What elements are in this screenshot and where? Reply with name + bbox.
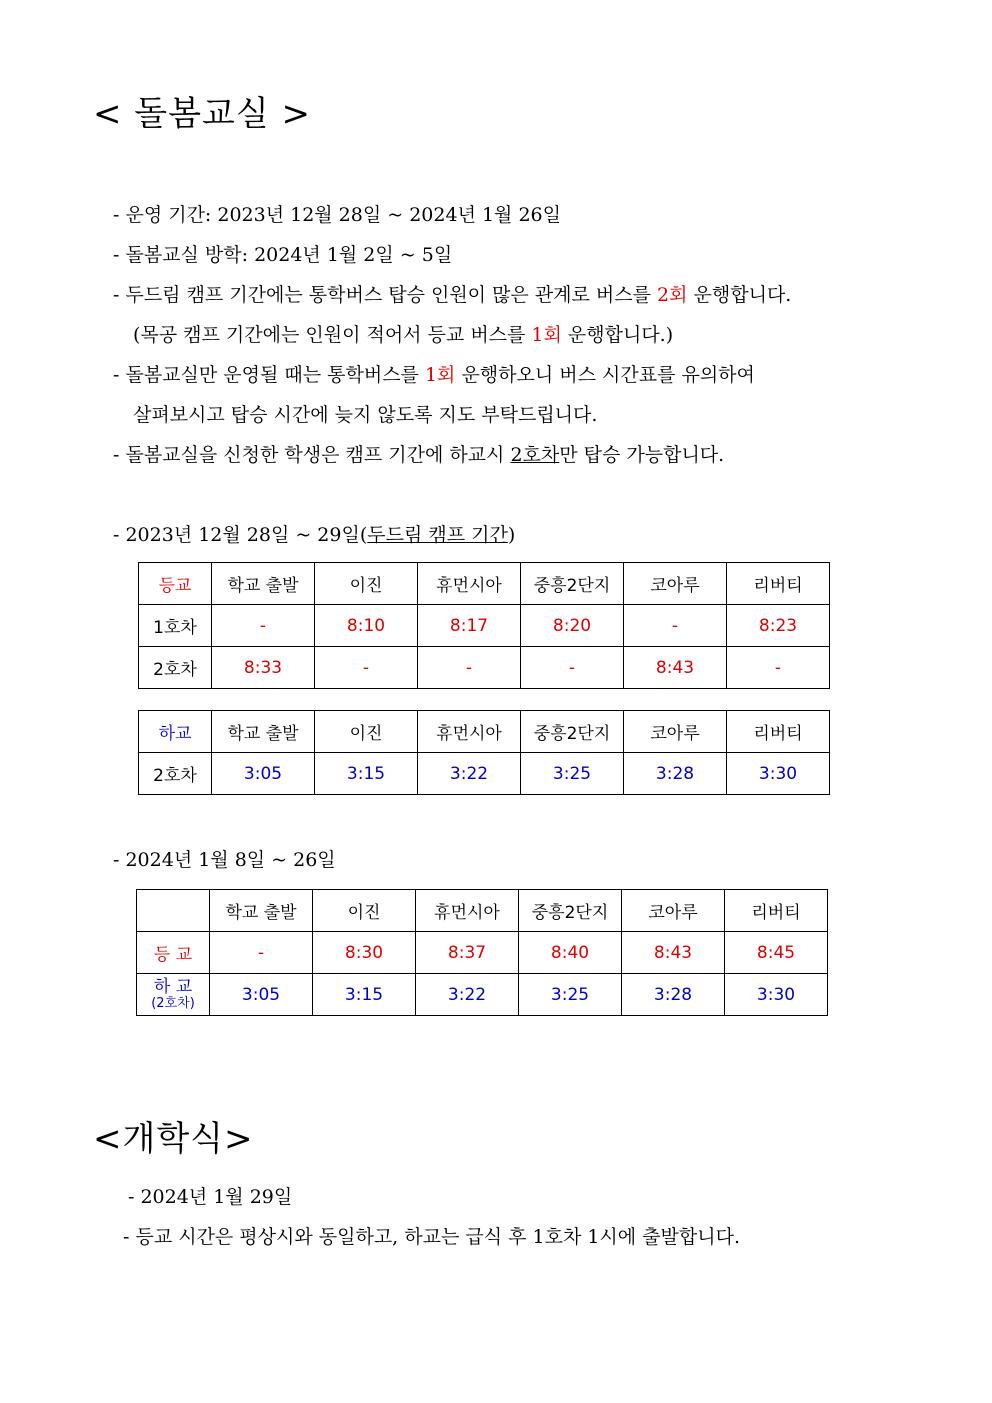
table-row bbox=[137, 974, 828, 1016]
stop-header: 리버티 bbox=[727, 711, 830, 753]
stop-header: 코아루 bbox=[622, 890, 725, 932]
time-cell: 8:45 bbox=[725, 932, 828, 974]
time-cell: - bbox=[521, 647, 624, 689]
section-title-opening: <개학식> bbox=[93, 1119, 254, 1159]
section-title-dolbom: < 돌봄교실 > bbox=[93, 94, 311, 134]
time-cell: 8:17 bbox=[418, 605, 521, 647]
time-cell: - bbox=[418, 647, 521, 689]
schedule-table-january bbox=[136, 889, 828, 1016]
period-heading-january: - 2024년 1월 8일 ~ 26일 bbox=[113, 849, 336, 871]
stop-header: 휴먼시아 bbox=[418, 563, 521, 605]
row-label-arrival: 등 교 bbox=[137, 932, 210, 974]
time-cell: 8:23 bbox=[727, 605, 830, 647]
empty-corner-cell bbox=[137, 890, 210, 932]
stop-header: 이진 bbox=[313, 890, 416, 932]
table-row bbox=[139, 605, 830, 647]
time-cell: 3:15 bbox=[315, 753, 418, 795]
table-header-row bbox=[139, 711, 830, 753]
table-row bbox=[137, 932, 828, 974]
info-line-bus-twice: - 두드림 캠프 기간에는 통학버스 탑승 인원이 많은 관계로 버스를 2회 운행합니다. bbox=[113, 284, 792, 306]
stop-header: 학교 출발 bbox=[212, 711, 315, 753]
info-line-operation-period: - 운영 기간: 2023년 12월 28일 ~ 2024년 1월 26일 bbox=[113, 204, 561, 226]
time-cell: 8:40 bbox=[519, 932, 622, 974]
time-cell: 8:33 bbox=[212, 647, 315, 689]
period-heading-camp: - 2023년 12월 28일 ~ 29일(두드림 캠프 기간) bbox=[113, 524, 516, 546]
time-cell: 3:05 bbox=[212, 753, 315, 795]
stop-header: 중흥2단지 bbox=[521, 563, 624, 605]
stop-header: 중흥2단지 bbox=[521, 711, 624, 753]
opening-date: - 2024년 1월 29일 bbox=[128, 1186, 293, 1208]
header-dismissal: 하교 bbox=[139, 711, 212, 753]
info-line-woodwork-camp: (목공 캠프 기간에는 인원이 적어서 등교 버스를 1회 운행합니다.) bbox=[133, 324, 674, 346]
time-cell: 3:25 bbox=[521, 753, 624, 795]
bus-label: 2호차 bbox=[139, 753, 212, 795]
table-row bbox=[139, 753, 830, 795]
time-cell: 8:43 bbox=[624, 647, 727, 689]
bus-label: 1호차 bbox=[139, 605, 212, 647]
time-cell: - bbox=[727, 647, 830, 689]
time-cell: 8:10 bbox=[315, 605, 418, 647]
time-cell: - bbox=[210, 932, 313, 974]
info-line-guidance: 살펴보시고 탑승 시간에 늦지 않도록 지도 부탁드립니다. bbox=[133, 404, 598, 426]
time-cell: 8:43 bbox=[622, 932, 725, 974]
time-cell: 3:30 bbox=[727, 753, 830, 795]
time-cell: 3:25 bbox=[519, 974, 622, 1016]
schedule-table-camp-dismissal bbox=[138, 710, 830, 795]
table-header-row bbox=[139, 563, 830, 605]
time-cell: - bbox=[624, 605, 727, 647]
table-row bbox=[139, 647, 830, 689]
stop-header: 휴먼시아 bbox=[416, 890, 519, 932]
info-line-dismissal-bus: - 돌봄교실을 신청한 학생은 캠프 기간에 하교시 2호차만 탑승 가능합니다. bbox=[113, 444, 725, 466]
time-cell: 3:22 bbox=[416, 974, 519, 1016]
stop-header: 중흥2단지 bbox=[519, 890, 622, 932]
stop-header: 이진 bbox=[315, 711, 418, 753]
stop-header: 코아루 bbox=[624, 711, 727, 753]
stop-header: 코아루 bbox=[624, 563, 727, 605]
header-arrival: 등교 bbox=[139, 563, 212, 605]
time-cell: 3:05 bbox=[210, 974, 313, 1016]
stop-header: 리버티 bbox=[727, 563, 830, 605]
stop-header: 이진 bbox=[315, 563, 418, 605]
time-cell: - bbox=[212, 605, 315, 647]
opening-note: - 등교 시간은 평상시와 동일하고, 하교는 급식 후 1호차 1시에 출발합니다. bbox=[123, 1226, 740, 1248]
time-cell: 8:20 bbox=[521, 605, 624, 647]
info-line-bus-once: - 돌봄교실만 운영될 때는 통학버스를 1회 운행하오니 버스 시간표를 유의하여 bbox=[113, 364, 755, 386]
time-cell: 3:30 bbox=[725, 974, 828, 1016]
stop-header: 리버티 bbox=[725, 890, 828, 932]
row-label-dismissal: 하 교 (2호차) bbox=[137, 974, 210, 1016]
time-cell: 3:22 bbox=[418, 753, 521, 795]
time-cell: 3:28 bbox=[622, 974, 725, 1016]
stop-header: 휴먼시아 bbox=[418, 711, 521, 753]
stop-header: 학교 출발 bbox=[210, 890, 313, 932]
info-line-vacation: - 돌봄교실 방학: 2024년 1월 2일 ~ 5일 bbox=[113, 244, 453, 266]
table-header-row bbox=[137, 890, 828, 932]
bus-label: 2호차 bbox=[139, 647, 212, 689]
time-cell: 3:28 bbox=[624, 753, 727, 795]
time-cell: 3:15 bbox=[313, 974, 416, 1016]
schedule-table-camp-arrival bbox=[138, 562, 830, 689]
stop-header: 학교 출발 bbox=[212, 563, 315, 605]
time-cell: 8:30 bbox=[313, 932, 416, 974]
time-cell: 8:37 bbox=[416, 932, 519, 974]
time-cell: - bbox=[315, 647, 418, 689]
